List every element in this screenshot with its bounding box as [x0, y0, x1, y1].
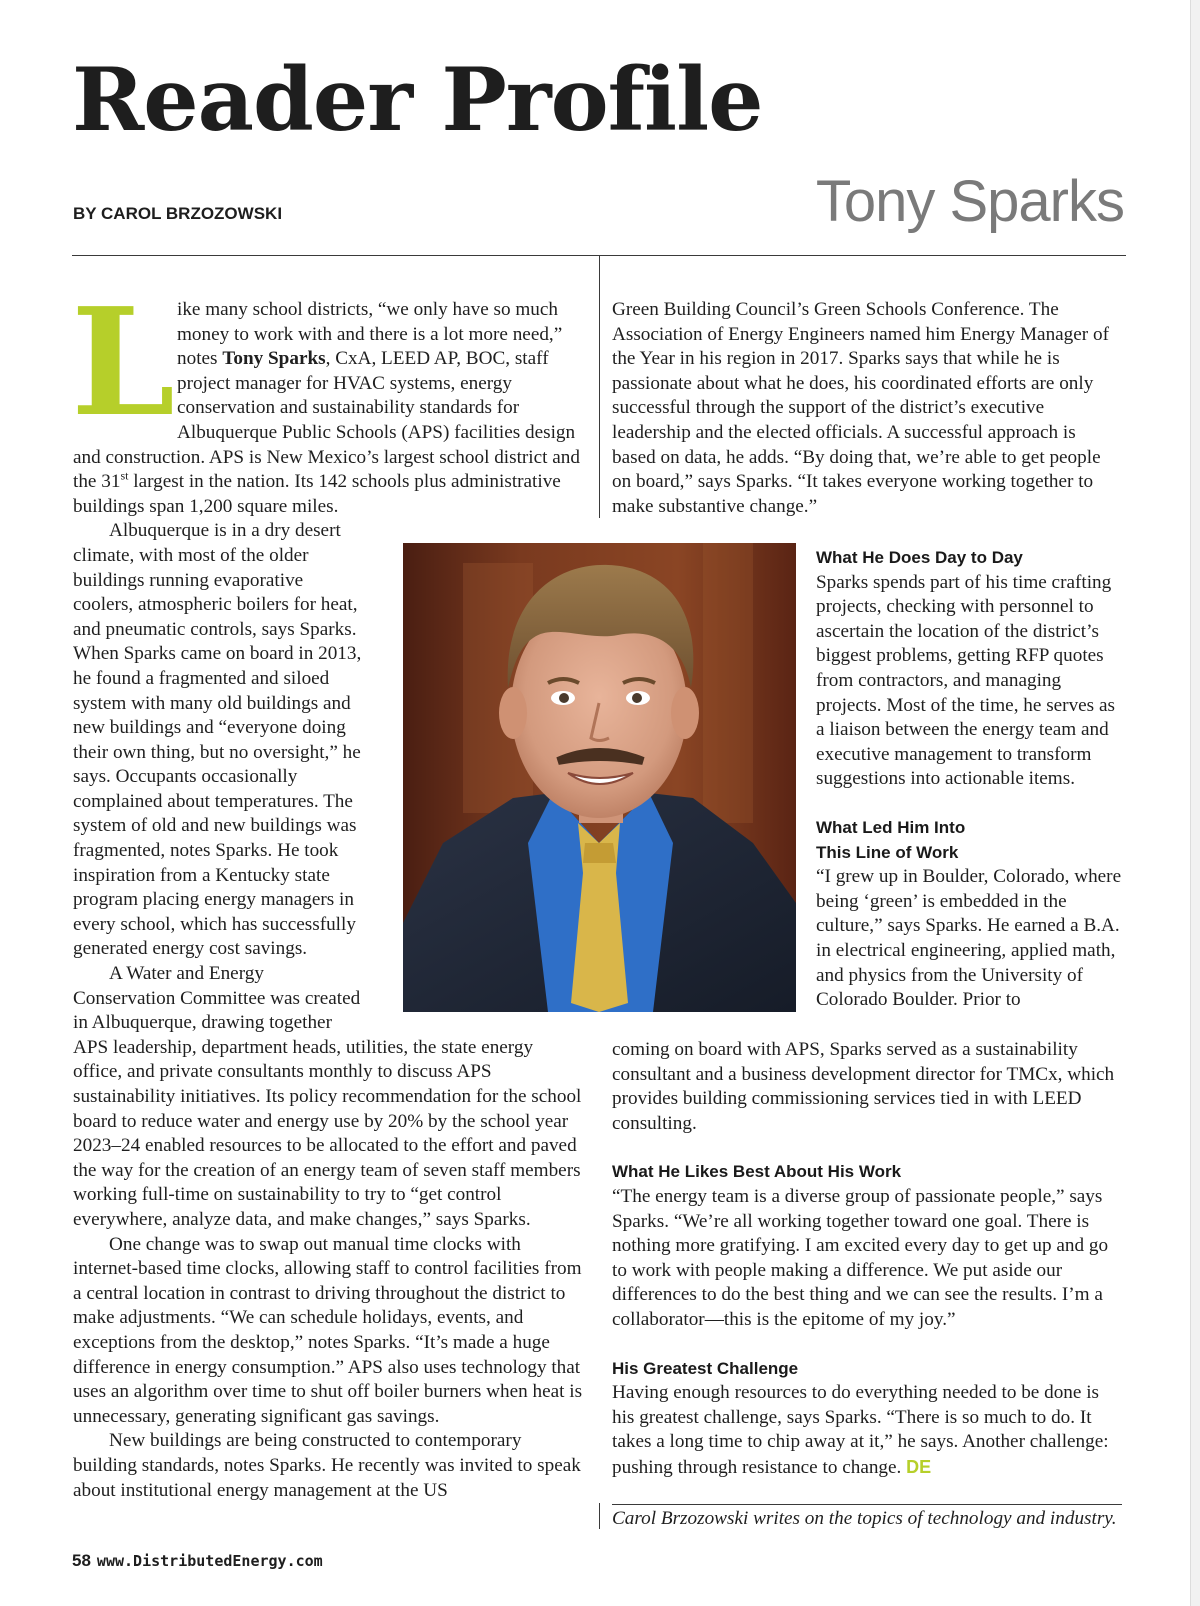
- column-divider: [599, 256, 600, 518]
- section-paragraph: Sparks spends part of his time crafting projects, checking with personnel to ascertain the location of the district’s biggest problems, getting RFP quotes from contractors, and managing projects. Most of the time, he serves as a liaison between the energy team and executive management to transform suggestions into actionable items.: [816, 571, 1115, 790]
- section-heading: What He Does Day to Day: [816, 548, 1023, 567]
- byline: BY CAROL BRZOZOWSKI: [73, 204, 283, 223]
- page-number: 58: [72, 1551, 91, 1570]
- section-heading: What He Likes Best About His Work: [612, 1162, 902, 1182]
- section-paragraph: “I grew up in Boulder, Colorado, where being ‘green’ is embedded in the culture,” says Sparks. He earned a B.A. in electrical engineering, applied math, and physics from the University of Colorado Boulder. Prior to: [816, 866, 1122, 1011]
- article-paragraph: New buildings are being constructed to contemporary building standards, notes Sparks. He recently was invited to speak about institutional energy management at the US: [73, 1430, 581, 1501]
- profile-name: Tony Sparks: [815, 169, 1124, 234]
- article-paragraph: Albuquerque is in a dry desert climate, with most of the older buildings running evaporative coolers, atmospheric boilers for heat, and pneumatic controls, says Sparks. When Sparks came on board in 2013, he found a fragmented and siloed system with many old buildings and new buildings and “everyone doing their own thing, but no oversight,” he says. Occupants occasionally complained about temperatures. The system of old and new buildings was fragmented, notes Sparks. He took inspiration from a Kentucky state program placing energy managers in every school, which has successfully generated energy cost savings.: [73, 520, 362, 960]
- section-heading: His Greatest Challenge: [612, 1358, 799, 1378]
- page-footer: [72, 1551, 323, 1571]
- sidebar-column: [816, 546, 1126, 1013]
- website-url: www.DistributedEnergy.com: [96, 1552, 323, 1570]
- intro-paragraph: ike many school districts, “we only have so much money to work with and there is a lot more need,” notes Tony Sparks, CxA, LEED AP, BOC, staff project manager for HVAC systems, energy conservation and sustainability standards for Albuquerque Public Schools (APS) facilities design and construction. APS is New Mexico’s largest school district and the 31st largest in the nation. Its 142 schools plus administrative buildings span 1,200 square miles.: [73, 299, 580, 517]
- drop-cap: L: [71, 275, 176, 449]
- section-heading: What Led Him Into This Line of Work: [816, 817, 966, 862]
- article-paragraph-continued: Green Building Council’s Green Schools Conference. The Association of Energy Engineers named him Energy Manager of the Year in his region in 2017. Sparks says that while he is passionate about what he does, his coordinated efforts are only successful through the support of the district’s executive leadership and the elected officials. A successful approach is based on data, he adds. “By doing that, we’re able to get people on board,” says Sparks. “It takes everyone working together to make substantive change.”: [612, 299, 1109, 517]
- section-title: Reader Profile: [72, 48, 763, 151]
- article-paragraph: One change was to swap out manual time clocks with internet-based time clocks, allowing staff to control facilities from a central location in contrast to driving throughout the district to make adjustments. “We can schedule holidays, events, and exceptions from the desktop,” notes Sparks. “It’s made a huge difference in energy consumption.” APS also uses technology that uses an algorithm over time to shut off boiler burners when heat is unnecessary, generating significant gas savings.: [73, 1233, 583, 1427]
- page-edge-shadow: [1190, 0, 1200, 1606]
- portrait-photo: [403, 543, 796, 1012]
- section-paragraph: “The energy team is a diverse group of passionate people,” says Sparks. “We’re all working together toward one goal. There is nothing more gratifying. I am excited every day to get up and go to work with people making a difference. We put aside our differences to do the best thing and we can see the results. I’m a collaborator—this is the epitome of my joy.”: [612, 1185, 1109, 1330]
- section-paragraph: Having enough resources to do everything needed to be done is his greatest challenge, says Sparks. “There is so much to do. It takes a long time to chip away at it,” he says. Another challenge: pushing through resistance to change. DE: [612, 1382, 1109, 1478]
- author-credit: Carol Brzozowski writes on the topics of technology and industry.: [612, 1508, 1117, 1529]
- right-column-top: [612, 298, 1116, 519]
- end-mark: DE: [906, 1456, 932, 1477]
- section-paragraph-continued: coming on board with APS, Sparks served as a sustainability consultant and a business development director for TMCx, which provides building commissioning services tied in with LEED consulting.: [612, 1039, 1115, 1134]
- article-paragraph: A Water and Energy Conservation Committee was created in Albuquerque, drawing together APS leadership, department heads, utilities, the state energy office, and private consultants monthly to discuss APS sustainability initiatives. Its policy recommendation for the school board to reduce water and energy use by 20% by the school year 2023–24 enabled resources to be allocated to the effort and paved the way for the creation of an energy team of seven staff members working full-time on sustainability to try to “get control everywhere, analyze data, and make changes,” says Sparks.: [73, 963, 582, 1230]
- credit-rule: [612, 1504, 1122, 1505]
- column-divider: [599, 1503, 600, 1529]
- right-column-bottom: [612, 1038, 1118, 1481]
- subject-name: Tony Sparks: [222, 348, 326, 370]
